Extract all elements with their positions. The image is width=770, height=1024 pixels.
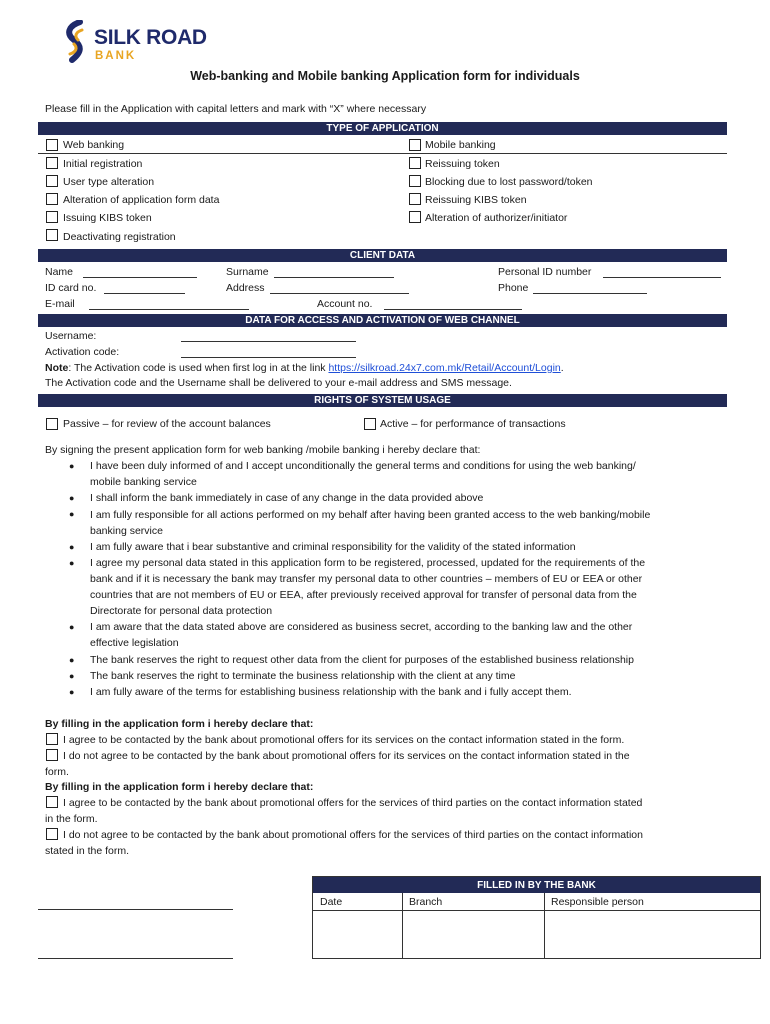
declaration-line: I am fully aware that i bear substantive and criminal responsibility for the validity of the stated information (90, 541, 576, 553)
name-label: Name (45, 266, 74, 278)
surname-field[interactable] (274, 277, 394, 278)
agree-bank-checkbox[interactable] (46, 733, 58, 745)
passive-label: Passive – for review of the account balances (63, 418, 271, 430)
bank-table (312, 876, 761, 959)
agree-third-label: I agree to be contacted by the bank about promotional offers for the services of third parties on the contact information stated (63, 797, 643, 809)
bullet-icon: ● (69, 542, 75, 552)
declaration-line: I have been duly informed of and I accept unconditionally the general terms and conditions for using the web banking/ (90, 460, 636, 472)
declaration-line: The bank reserves the right to request other data from the client for purposes of the established business relationship (90, 654, 634, 666)
signature-line[interactable] (38, 958, 233, 959)
branch-column: Branch (409, 896, 443, 908)
active-checkbox[interactable] (364, 418, 376, 430)
account-field[interactable] (384, 309, 522, 310)
disagree-bank-checkbox[interactable] (46, 749, 58, 761)
reissuing-token-checkbox[interactable] (409, 157, 421, 169)
client-data-header: CLIENT DATA (38, 249, 727, 262)
signature-line[interactable] (38, 909, 233, 910)
option-label: Reissuing KIBS token (425, 194, 527, 206)
date-column: Date (320, 896, 343, 908)
alteration-form-data-checkbox[interactable] (46, 193, 58, 205)
option-label: Blocking due to lost password/token (425, 176, 593, 188)
disagree-third-label-cont: stated in the form. (45, 845, 130, 857)
consent-heading: By filling in the application form i hereby declare that: (45, 781, 314, 793)
bank-logo (62, 20, 212, 70)
option-label: Initial registration (63, 158, 143, 170)
activation-code-label: Activation code: (45, 346, 120, 358)
option-label: Alteration of authorizer/initiator (425, 212, 568, 224)
email-field[interactable] (89, 309, 249, 310)
bank-table-header: FILLED IN BY THE BANK (313, 877, 760, 893)
reissuing-kibs-token-checkbox[interactable] (409, 193, 421, 205)
account-label: Account no. (317, 298, 373, 310)
initial-registration-checkbox[interactable] (46, 157, 58, 169)
table-divider (402, 893, 403, 958)
note-end: . (560, 362, 564, 374)
email-label: E-mail (45, 298, 75, 310)
declaration-line: I agree my personal data stated in this application form to be registered, processed, updated for the requirements of the (90, 557, 646, 569)
id-card-label: ID card no. (45, 282, 97, 294)
disagree-third-checkbox[interactable] (46, 828, 58, 840)
active-label: Active – for performance of transactions (380, 418, 566, 430)
declaration-line: banking service (90, 525, 163, 537)
declaration-intro: By signing the present application form for web banking /mobile banking i hereby declare that: (45, 444, 481, 456)
bullet-icon: ● (69, 622, 75, 632)
declaration-line: effective legislation (90, 637, 179, 649)
note-line (45, 362, 564, 374)
option-label: User type alteration (63, 176, 155, 188)
deactivating-registration-checkbox[interactable] (46, 229, 58, 241)
declaration-line: I shall inform the bank immediately in case of any change in the data provided above (90, 492, 484, 504)
instructions: Please fill in the Application with capital letters and mark with “X” where necessary (45, 103, 427, 115)
option-label: Issuing KIBS token (63, 212, 152, 224)
access-header: DATA FOR ACCESS AND ACTIVATION OF WEB CHANNEL (38, 314, 727, 327)
declaration-line: Directorate for personal data protection (90, 605, 273, 617)
table-divider (544, 893, 545, 958)
logo-sub: BANK (95, 50, 137, 62)
note-label: Note (45, 362, 69, 374)
divider (38, 153, 727, 154)
agree-third-checkbox[interactable] (46, 796, 58, 808)
agree-bank-label: I agree to be contacted by the bank about promotional offers for its services on the contact information stated in the form. (63, 734, 625, 746)
agree-third-label-cont: in the form. (45, 813, 98, 825)
note-text: : The Activation code is used when first log in at the link (68, 362, 329, 374)
declaration-line: I am aware that the data stated above are considered as business secret, according to the banking law and the other (90, 621, 633, 633)
consent-heading: By filling in the application form i hereby declare that: (45, 718, 314, 730)
phone-field[interactable] (533, 293, 647, 294)
declaration-line: I am fully responsible for all actions performed on my behalf after having been granted access to the web banking/mobile (90, 509, 651, 521)
declaration-line: The bank reserves the right to terminate the business relationship with the client at any time (90, 670, 516, 682)
declaration-line: bank and if it is necessary the bank may transfer my personal data to other countries – members of EU or EEA or other (90, 573, 643, 585)
personal-id-field[interactable] (603, 277, 721, 278)
login-link[interactable]: https://silkroad.24x7.com.mk/Retail/Account/Login (328, 362, 561, 374)
address-label: Address (226, 282, 265, 294)
bullet-icon: ● (69, 493, 75, 503)
bullet-icon: ● (69, 558, 75, 568)
blocking-checkbox[interactable] (409, 175, 421, 187)
user-type-alteration-checkbox[interactable] (46, 175, 58, 187)
option-label: Deactivating registration (63, 231, 176, 243)
option-label: Alteration of application form data (63, 194, 220, 206)
page-title: Web-banking and Mobile banking Application form for individuals (190, 69, 580, 83)
table-divider (313, 910, 760, 911)
activation-code-field[interactable] (181, 357, 356, 358)
logo-name: SILK ROAD (94, 26, 207, 49)
web-banking-checkbox[interactable] (46, 139, 58, 151)
bullet-icon: ● (69, 509, 75, 519)
silk-road-logo-icon (62, 20, 92, 68)
bullet-icon: ● (69, 655, 75, 665)
surname-label: Surname (226, 266, 269, 278)
disagree-bank-label-cont: form. (45, 766, 69, 778)
rights-header: RIGHTS OF SYSTEM USAGE (38, 394, 727, 407)
mobile-banking-label: Mobile banking (425, 139, 496, 151)
bullet-icon: ● (69, 671, 75, 681)
declaration-line: mobile banking service (90, 476, 197, 488)
type-of-application-header: TYPE OF APPLICATION (38, 122, 727, 135)
personal-id-label: Personal ID number (498, 266, 592, 278)
issuing-kibs-token-checkbox[interactable] (46, 211, 58, 223)
address-field[interactable] (270, 293, 409, 294)
id-card-field[interactable] (104, 293, 185, 294)
username-field[interactable] (181, 341, 356, 342)
delivery-note: The Activation code and the Username shall be delivered to your e-mail address and SMS message. (45, 377, 512, 389)
mobile-banking-checkbox[interactable] (409, 139, 421, 151)
phone-label: Phone (498, 282, 529, 294)
web-banking-label: Web banking (63, 139, 125, 151)
declaration-line: countries that are not members of EU or EEA, after previously received approval for transfer of personal data from the (90, 589, 637, 601)
bullet-icon: ● (69, 687, 75, 697)
option-label: Reissuing token (425, 158, 500, 170)
username-label: Username: (45, 330, 97, 342)
responsible-column: Responsible person (551, 896, 644, 908)
declaration-line: I am fully aware of the terms for establishing business relationship with the bank and i fully accept them. (90, 686, 572, 698)
bullet-icon: ● (69, 461, 75, 471)
passive-checkbox[interactable] (46, 418, 58, 430)
disagree-third-label: I do not agree to be contacted by the bank about promotional offers for the services of third parties on the contact information (63, 829, 643, 841)
alteration-authorizer-checkbox[interactable] (409, 211, 421, 223)
name-field[interactable] (83, 277, 197, 278)
disagree-bank-label: I do not agree to be contacted by the bank about promotional offers for its services on the contact information stated in the (63, 750, 630, 762)
